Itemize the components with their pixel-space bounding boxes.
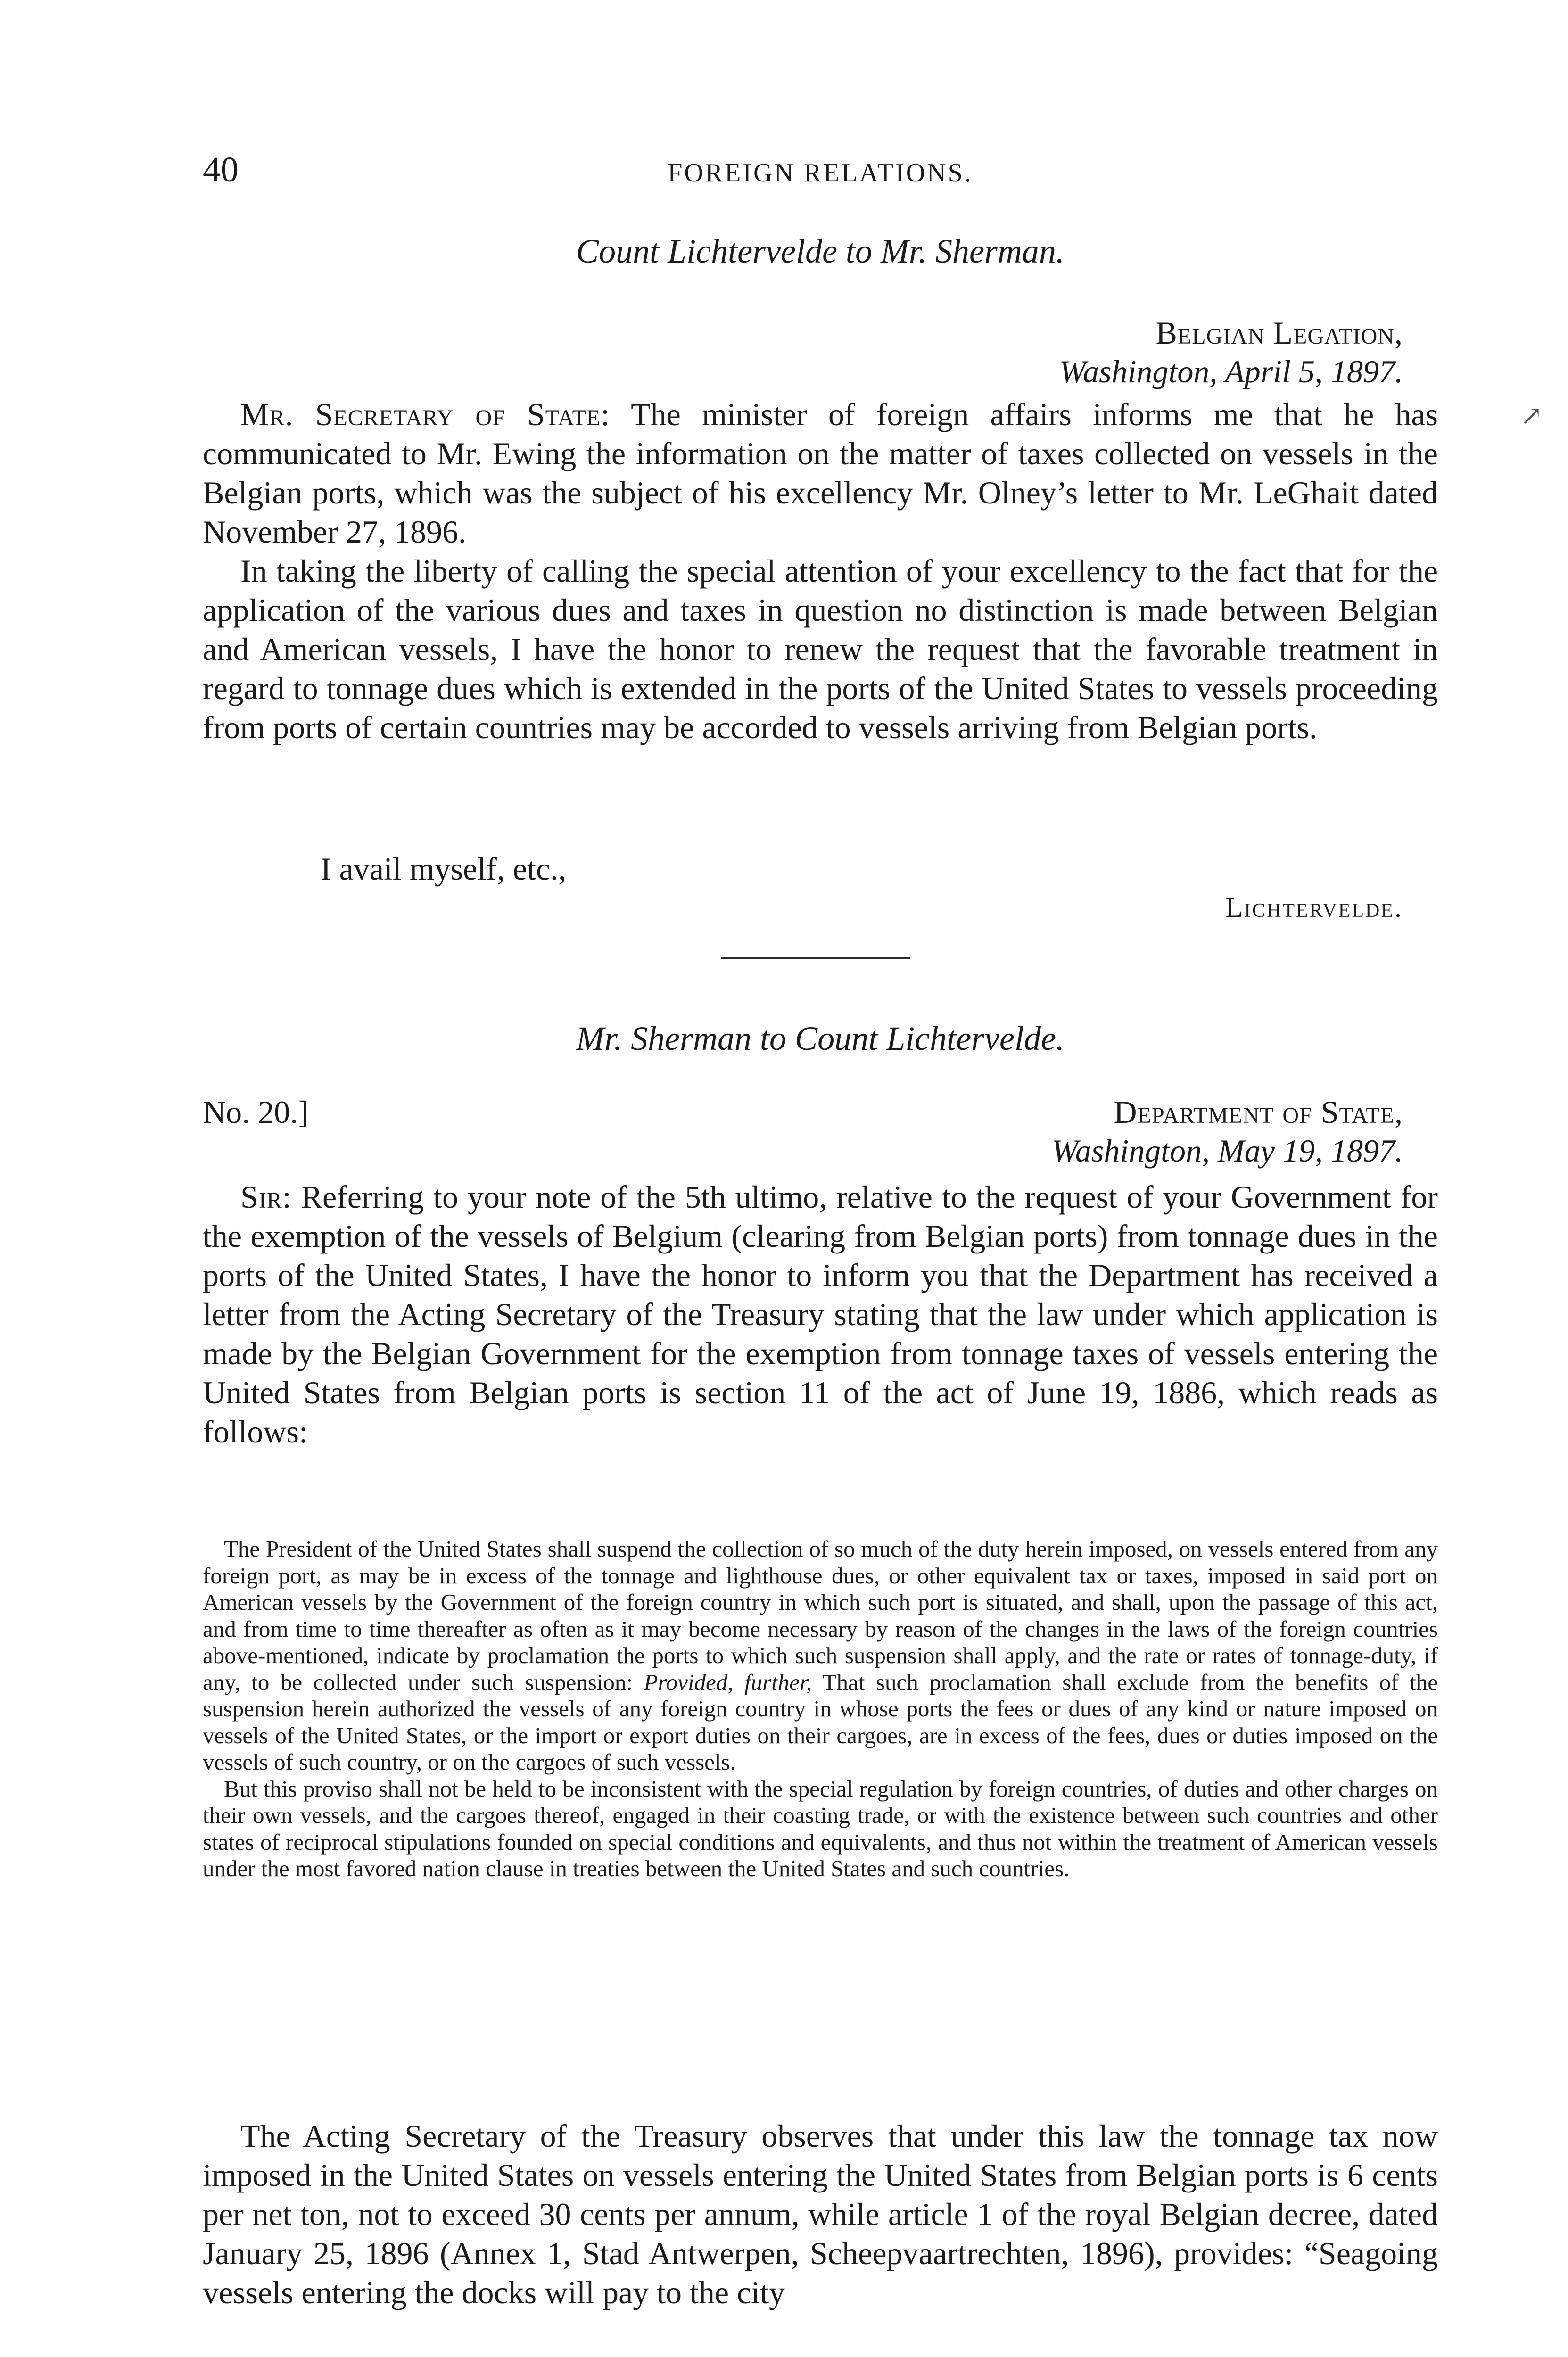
page-number: 40 [203, 150, 239, 190]
quotation-part-2: That such proclamation shall exclude from the benefits of the suspension herein authorized the vessels of any foreign country in whose ports the fees or dues of any kind or nature imposed on vessels of the United States, or the import or export duties on their cargoes, are in excess of the fees, dues or duties imposed on the vessels of such country, or on the cargoes of such vessels. [203, 1669, 1438, 1775]
letter2-salutation: Sir: [240, 1179, 292, 1215]
letter2-dateline: Washington, May 19, 1897. [1051, 1133, 1403, 1169]
letter1-signature: Lichtervelde. [1225, 892, 1403, 923]
section-divider [721, 957, 910, 959]
letter2-heading [1052, 1093, 1403, 1170]
statute-quotation [203, 1536, 1438, 1882]
letter1-paragraph-1-text: The minister of foreign affairs informs me that he has communicated to Mr. Ewing the information on the matter of taxes collected on vessels in the Belgian ports, which was the subject of his excellency Mr. Olney’s letter to Mr. LeGhait dated November 27, 1896. [203, 396, 1438, 550]
quotation-paragraph-1 [203, 1536, 1438, 1776]
letter1-paragraph-2: In taking the liberty of calling the special attention of your excellency to the fact that for the application of the various dues and taxes in question no distinction is made between Belgian and American vessels, I have the honor to renew the request that the favorable treatment in regard to tonnage dues which is extended in the ports of the United States to vessels proceeding from ports of certain countries may be accorded to vessels arriving from Belgian ports. [203, 553, 1438, 745]
running-title: FOREIGN RELATIONS. [668, 158, 973, 188]
letter1-place: Belgian Legation, [1155, 315, 1403, 351]
margin-mark: ↗ [1520, 402, 1543, 431]
letter2-paragraph-2: The Acting Secretary of the Treasury observes that under this law the tonnage tax now imposed in the United States on vessels entering the United States from Belgian ports is 6 cents per net ton, not to exceed 30 cents per annum, while article 1 of the royal Belgian decree, dated January 25, 1896 (Annex 1, Stad Antwerpen, Scheepvaartrechten, 1896), provides: “Seagoing vessels entering the docks will pay to the city [203, 2118, 1438, 2310]
quotation-part-1: The President of the United States shall suspend the collection of so much of the duty herein imposed, on vessels entered from any foreign port, as may be in excess of the tonnage and lighthouse dues, or other equivalent tax or taxes, imposed in said port on American vessels by the Government of the foreign country in which such port is situated, and shall, upon the passage of this act, and from time to time thereafter as often as it may become necessary by reason of the changes in the laws of the foreign countries above-mentioned, indicate by proclamation the ports to which such suspension shall apply, and the rate or rates of tonnage-duty, if any, to be collected under such suspension: [203, 1536, 1438, 1695]
page-header [203, 146, 1438, 198]
letter2-continuation [203, 2117, 1438, 2312]
quotation-paragraph-2: But this proviso shall not be held to be inconsistent with the special regulation by foreign countries, of duties and other charges on their own vessels, and the cargoes thereof, engaged in their coasting trade, or with the existence between such countries and other states of reciprocal stipulations founded on special conditions and equivalents, and thus not within the treatment of American vessels under the most favored nation clause in treaties between the United States and such countries. [203, 1775, 1438, 1881]
letter1-closing: I avail myself, etc., [321, 851, 567, 887]
letter1-paragraph-1 [203, 395, 1438, 552]
letter1-dateline: Washington, April 5, 1897. [1059, 354, 1403, 389]
letter2-number: No. 20.] [203, 1094, 309, 1130]
letter2-body [203, 1178, 1438, 1451]
letter2-place: Department of State, [1114, 1094, 1403, 1130]
letter1-salutation: Mr. Secretary of State: [240, 396, 611, 432]
letter1-body [203, 395, 1438, 747]
letter2-paragraph-1-text: Referring to your note of the 5th ultimo, relative to the request of your Government for the exemption of the vessels of Belgium (clearing from Belgian ports) from tonnage dues in the ports of the United States, I have the honor to inform you that the Department has received a letter from the Acting Secretary of the Treasury stating that the law under which application is made by the Belgian Government for the exemption from tonnage taxes of vessels entering the United States from Belgian ports is section 11 of the act of June 19, 1886, which reads as follows: [203, 1179, 1438, 1450]
letter2-caption: Mr. Sherman to Count Lichtervelde. [576, 1020, 1065, 1057]
letter1-caption: Count Lichtervelde to Mr. Sherman. [576, 232, 1065, 270]
letter1-heading [1059, 313, 1403, 391]
quotation-proviso: Provided, further, [644, 1669, 812, 1695]
letter2-paragraph-1 [203, 1178, 1438, 1451]
